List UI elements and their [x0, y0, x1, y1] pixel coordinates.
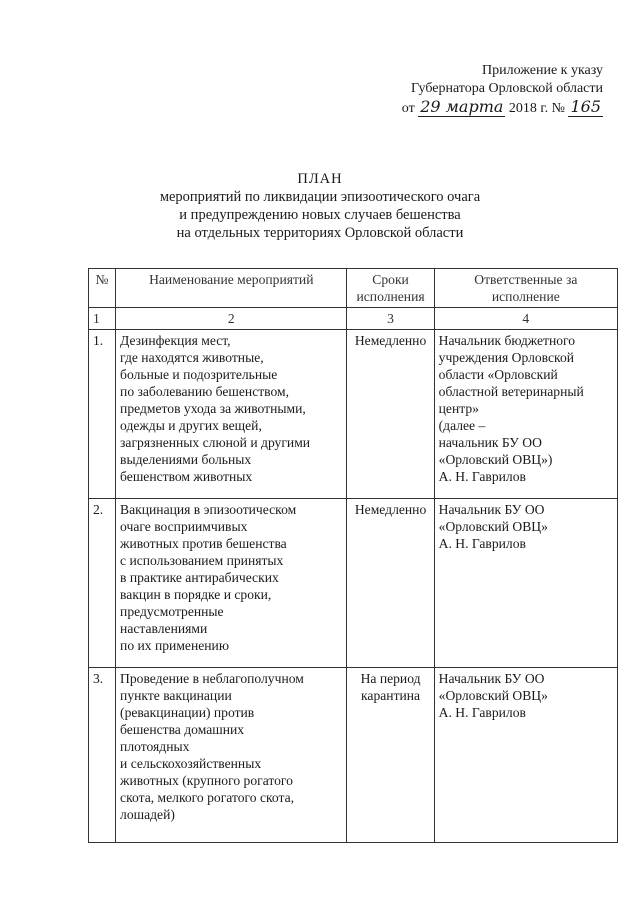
row-resp: Начальник БУ ОО «Орловский ОВЦ» А. Н. Гаврилов: [434, 499, 617, 668]
row-term: Немедленно: [347, 330, 434, 499]
row-resp: Начальник бюджетного учреждения Орловской области «Орловский областной ветеринарный центр» (далее – начальник БУ ОО «Орловский ОВЦ») А. Н. Гаврилов: [434, 330, 617, 499]
row-num: 3.: [89, 668, 116, 843]
title-line-2: мероприятий по ликвидации эпизоотического очага: [159, 189, 481, 205]
table-row: [89, 330, 618, 499]
appendix-line-2: Губернатора Орловской области: [410, 81, 603, 96]
date-prefix: от: [401, 101, 415, 116]
row-name: Проведение в неблагополучном пункте вакцинации (ревакцинации) против бешенства домашних плотоядных и сельскохозяйственных животных (крупного рогатого скота, мелкого рогатого скота, лошадей): [116, 668, 347, 843]
header-resp: Ответственные за исполнение: [434, 269, 617, 308]
header-num: №: [89, 269, 116, 308]
row-name: Дезинфекция мест, где находятся животные, больные и подозрительные по заболеванию бешенством, предметов ухода за животными, одежды и других вещей, загрязненных слюной и другими выделениями больных бешенством животных: [116, 330, 347, 499]
row-num: 2.: [89, 499, 116, 668]
title-line-1: ПЛАН: [297, 171, 343, 187]
row-term: Немедленно: [347, 499, 434, 668]
plan-table: [88, 268, 618, 843]
title-line-4: на отдельных территориях Орловской области: [176, 225, 464, 241]
col-number-3: 3: [347, 308, 434, 330]
date-year: 2018 г. №: [508, 101, 565, 116]
row-num: 1.: [89, 330, 116, 499]
col-number-1: 1: [89, 308, 116, 330]
document-title: [120, 170, 520, 242]
handwritten-number: 165: [570, 97, 601, 116]
title-line-3: и предупреждению новых случаев бешенства: [179, 207, 461, 223]
row-name: Вакцинация в эпизоотическом очаге восприимчивых животных против бешенства с использованием принятых в практике антирабических вакцин в порядке и сроки, предусмотренные наставлениями по их применению: [116, 499, 347, 668]
row-resp: Начальник БУ ОО «Орловский ОВЦ» А. Н. Гаврилов: [434, 668, 617, 843]
table-row: [89, 668, 618, 843]
col-number-2: 2: [116, 308, 347, 330]
header-term: Сроки исполнения: [347, 269, 434, 308]
row-term: На период карантина: [347, 668, 434, 843]
appendix-line-1: Приложение к указу: [482, 63, 603, 78]
col-number-4: 4: [434, 308, 617, 330]
appendix-header: [343, 62, 603, 118]
handwritten-date: 29 марта: [420, 97, 504, 116]
appendix-date-line: [343, 98, 603, 118]
column-number-row: [89, 308, 618, 330]
table-header-row: [89, 269, 618, 308]
header-name: Наименование мероприятий: [116, 269, 347, 308]
table-row: [89, 499, 618, 668]
